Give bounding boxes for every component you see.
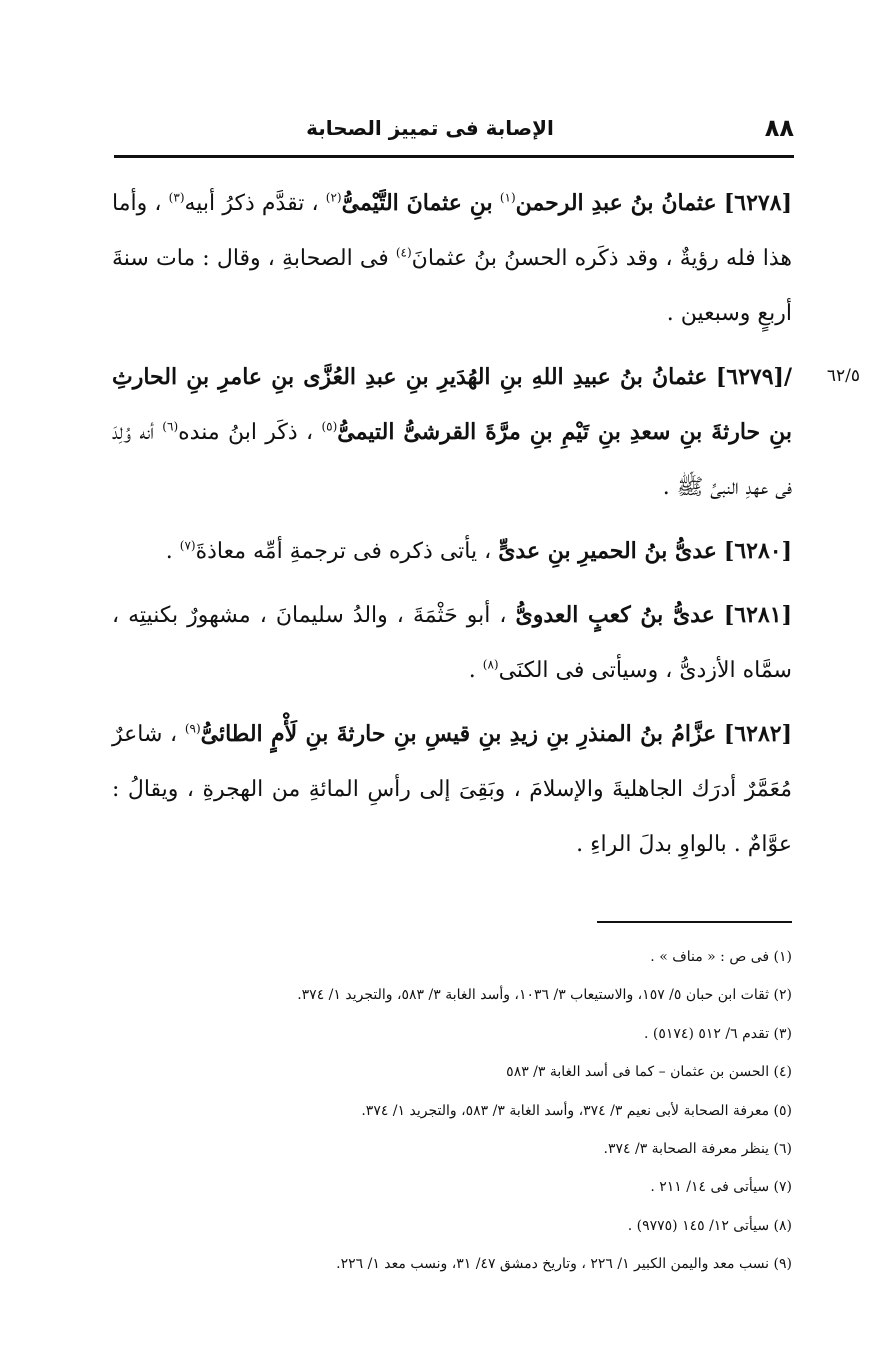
footnote-1: (١) فى ص : « مناف » .: [650, 949, 792, 965]
footnote-2: (٢) ثقات ابن حبان ٥/ ١٥٧، والاستيعاب ٣/ ١٠٣٦، وأسد الغابة ٣/ ٥٨٣، والتجريد ١/ ٣٧٤.: [297, 987, 792, 1004]
entry-name: عدىُّ بنُ كعبٍ العدوىُّ: [515, 602, 715, 628]
entry-6279: [112, 350, 792, 515]
entry-number: [٦٢٨١]: [723, 602, 792, 628]
footnote-ref: (٧): [179, 538, 196, 553]
footnote-ref: (٤): [395, 245, 412, 260]
entry-text: ، تقدَّم ذكرُ أبيه: [184, 191, 319, 216]
entry-6281: [112, 588, 792, 698]
footnote-5: (٥) معرفة الصحابة لأبى نعيم ٣/ ٣٧٤، وأسد الغابة ٣/ ٥٨٣، والتجريد ١/ ٣٧٤.: [361, 1102, 792, 1119]
page-number: ٨٨: [764, 114, 794, 142]
entry-text: .: [165, 539, 173, 564]
entry-name: عزَّامُ بنُ المنذرِ بنِ زيدِ بنِ قيسِ بنِ حارثةَ بنِ لَأْمٍ الطائىُّ: [200, 721, 717, 747]
entry-text: فى الصحابةِ ، وقال : مات سنةَ أربعٍ وسبعين .: [112, 246, 792, 326]
body-text: [112, 176, 792, 881]
entry-text: ، أبو حَثْمَةَ ، والدُ سليمانَ ، مشهورٌ بكنيتِه ، سمَّاه الأزدىُّ ، وسيأتى فى الكنَى: [112, 603, 792, 683]
entry-6280: [112, 524, 792, 579]
entry-text: .: [468, 658, 476, 683]
entry-6282: [112, 707, 792, 872]
entry-text: أنه وُلِدَ فى عهدِ النبىِّ ﷺ .: [112, 420, 792, 500]
footnote-ref: (١): [499, 190, 516, 205]
footnote-9: (٩) نسب معد واليمن الكبير ١/ ٢٢٦ ، وتاريخ دمشق ٤٧/ ٣١، ونسب معد ١/ ٢٢٦.: [336, 1256, 792, 1273]
footnote-8: (٨) سيأتى ١٢/ ١٤٥ (٩٧٧٥) .: [627, 1217, 792, 1234]
entry-number: [٦٢٨٠]: [723, 538, 792, 564]
entry-name: عثمانُ بنُ عبدِ الرحمن: [515, 190, 717, 216]
footnote-7: (٧) سيأتى فى ١٤/ ٢١١ .: [650, 1179, 792, 1196]
footnotes: [112, 938, 792, 1284]
footnote-3: (٣) تقدم ٦/ ٥١٢ (٥١٧٤) .: [644, 1025, 792, 1042]
entry-name-continued: بنِ عثمانَ التَّيْمىُّ: [341, 190, 493, 216]
entry-number: /[٦٢٧٩]: [715, 364, 792, 390]
header-rule: [114, 155, 794, 158]
footnote-ref: (٢): [325, 190, 342, 205]
entry-name: عدىُّ بنُ الحميرِ بنِ عدىٍّ: [498, 538, 717, 564]
entry-text: ، ذكَر ابنُ منده: [178, 420, 314, 445]
footnote-ref: (٦): [162, 419, 179, 434]
footnote-ref: (٨): [482, 657, 499, 672]
entry-text: ، يأتى ذكره فى ترجمةِ أمِّه معاذةَ: [195, 539, 492, 564]
footnote-ref: (٥): [321, 419, 338, 434]
entry-6278: [112, 176, 792, 341]
entry-number: [٦٢٧٨]: [723, 190, 792, 216]
entry-text: ، شاعرٌ مُعَمَّرٌ أدرَك الجاهليةَ والإسلامَ ، وبَقِىَ إلى رأسِ المائةِ من الهجرةِ ، ويقالُ : عوَّامٌ . بالواوِ بدلَ الراءِ .: [112, 722, 792, 857]
footnote-ref: (٣): [168, 190, 185, 205]
entry-number: [٦٢٨٢]: [723, 721, 793, 747]
footnote-rule: [597, 921, 792, 923]
entry-name: عثمانُ بنُ عبيدِ اللهِ بنِ الهُدَيرِ بنِ عبدِ العُزَّى بنِ عامرِ بنِ الحارثِ بنِ حارثةَ بنِ سعدِ بنِ تَيْمِ بنِ مرَّةَ القرشىُّ التيمىُّ: [112, 364, 793, 445]
footnote-ref: (٩): [184, 721, 201, 736]
footnote-6: (٦) ينظر معرفة الصحابة ٣/ ٣٧٤.: [603, 1141, 792, 1158]
footnote-4: (٤) الحسن بن عثمان – كما فى أسد الغابة ٣/ ٥٨٣: [506, 1064, 792, 1081]
entry-text: ، وأما هذا فله رؤيةٌ ، وقد ذكَره الحسنُ بنُ عثمانَ: [112, 191, 793, 271]
margin-note: ٦٢/٥: [826, 366, 860, 386]
running-title: الإصابة فى تمييز الصحابة: [306, 116, 554, 140]
